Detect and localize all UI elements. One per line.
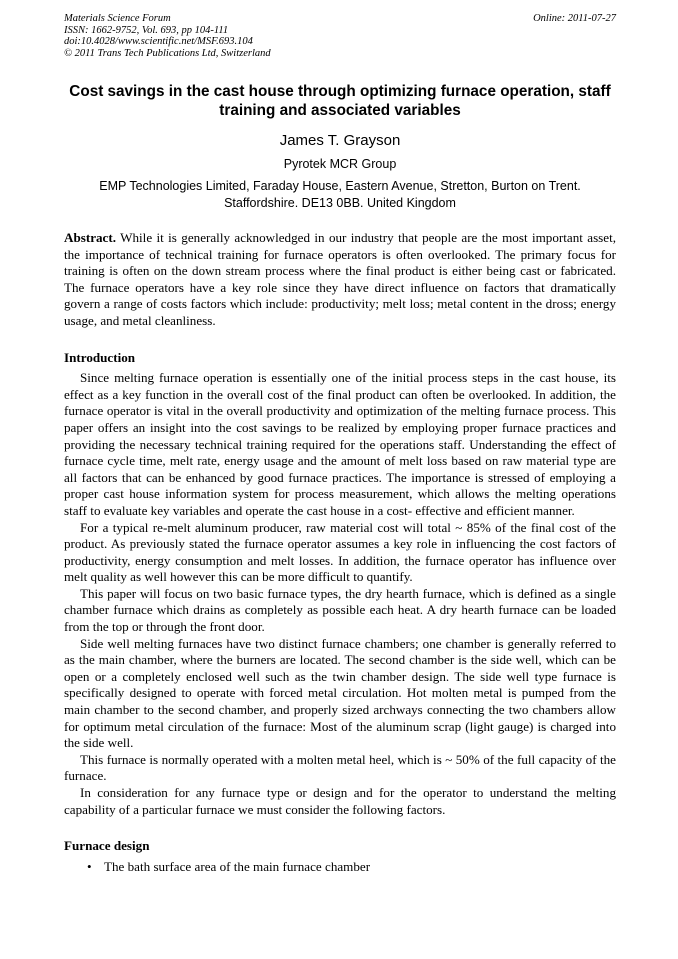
introduction-heading: Introduction (64, 349, 136, 365)
online-date: Online: 2011-07-27 (533, 13, 616, 24)
paper-body (64, 230, 616, 875)
furnace-design-heading: Furnace design (64, 838, 150, 854)
intro-paragraph: Since melting furnace operation is essentially one of the initial process steps in the cast house, its effect as a key function in the overall cost of the final product can often be overlooked. In addition, the furnace operator is vital in the overall productivity and optimization of the melting furnace process. This paper offers an insight into the cost savings to be realized by employing proper furnace practices and providing the necessary technical training required for the operations staff. Understanding the effect of furnace cycle time, melt rate, energy usage and the amount of melt loss based on raw material type are all factors that can be enhanced by good furnace practices. The importance is stressed of employing a proper cast house information system for process measurement, which allows the melting operations staff to evaluate key variables and operate the cast house in a cost- effective and efficient manner. (64, 370, 616, 518)
author-name: James T. Grayson (279, 132, 401, 149)
intro-paragraph: For a typical re-melt aluminum producer, raw material cost will total ~ 85% of the final cost of the product. As previously stated the furnace operator assumes a key role in influencing the cost factors of productivity, energy consumption and melt losses. In addition, the furnace operator has influence over melt quality as well however this can be more difficult to quantify. (64, 519, 616, 585)
furnace-design-list (64, 859, 616, 876)
journal-name: Materials Science Forum (64, 13, 171, 24)
intro-paragraph: In consideration for any furnace type or design and for the operator to understand the melting capability of a particular furnace we must consider the following factors. (64, 785, 616, 817)
copyright-line: © 2011 Trans Tech Publications Ltd, Switzerland (64, 47, 271, 59)
list-item-text: The bath surface area of the main furnace chamber (104, 858, 371, 874)
doi-line: doi:10.4028/www.scientific.net/MSF.693.104 (64, 36, 253, 48)
author-organization: Pyrotek MCR Group (283, 157, 397, 171)
author-address: EMP Technologies Limited, Faraday House, Eastern Avenue, Stretton, Burton on Trent. Staffordshire. DE13 0BB. United Kingdom (99, 179, 581, 210)
intro-paragraph: Side well melting furnaces have two distinct furnace chambers; one chamber is generally referred to as the main chamber, where the burners are located. The second chamber is the side well, which can be open or a completely enclosed well such as the twin chamber design. The side well type furnace is specifically designed to operate with forced metal circulation. Hot molten metal is pumped from the main chamber to the second chamber, and properly sized archways connecting the two chambers allow for optimum metal circulation of the furnace: Most of the aluminum scrap (light gauge) is charged into the side well. (64, 635, 616, 751)
intro-paragraph: This paper will focus on two basic furnace types, the dry hearth furnace, which is defined as a single chamber furnace which drains as completely as possible each heat. A dry hearth furnace can be loaded from the top or through the front door. (64, 585, 616, 635)
abstract (64, 230, 616, 330)
bullet-icon: • (87, 858, 92, 874)
abstract-label: Abstract. (64, 230, 116, 245)
list-item (64, 859, 616, 876)
intro-paragraph: This furnace is normally operated with a molten metal heel, which is ~ 50% of the full capacity of the furnace. (64, 751, 616, 784)
abstract-text: While it is generally acknowledged in our industry that people are the most important asset, the importance of technical training for furnace operators is often overlooked. The primary focus for training is often on the down stream process where the final product is either being cast or fabricated. The furnace operators have a key role since they have direct influence on factors that dramatically govern a range of costs factors which include: productivity; melt loss; metal content in the dross; energy usage, and metal cleanliness. (64, 230, 616, 328)
paper-title: Cost savings in the cast house through optimizing furnace operation, staff training and associated variables (69, 83, 611, 119)
issn-line: ISSN: 1662-9752, Vol. 693, pp 104-111 (64, 24, 229, 36)
journal-header (64, 13, 616, 59)
